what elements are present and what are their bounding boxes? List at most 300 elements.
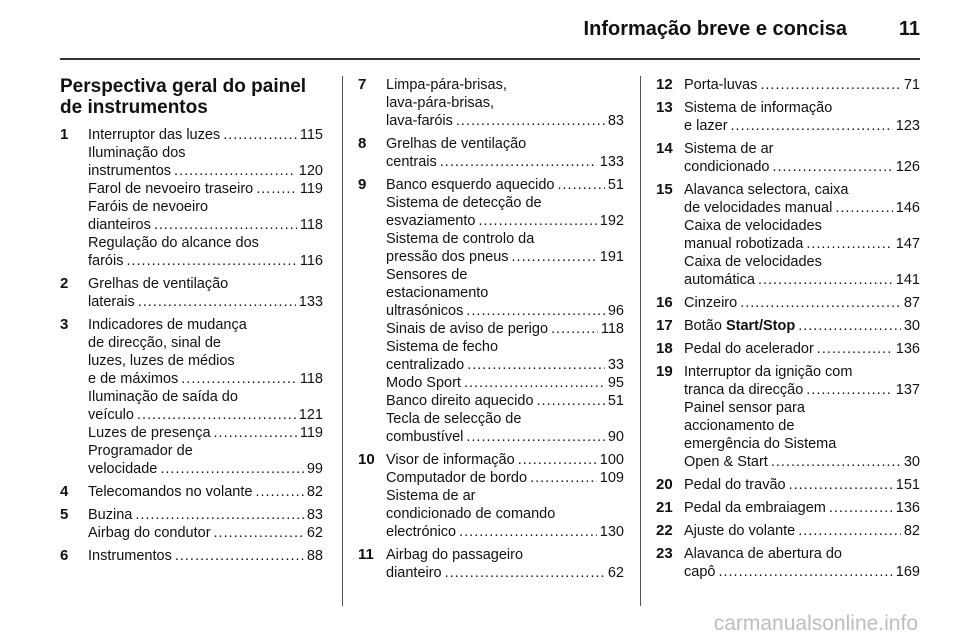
entry-line-with-page [88,524,323,542]
index-entry [60,126,323,270]
entry-line: Indicadores de mudança [88,317,247,333]
entry-text [88,370,178,388]
index-entry [656,363,920,471]
entry-number: 6 [60,547,69,564]
entry-text-part: Sinais de aviso de perigo [386,321,549,337]
entry-text-part: e lazer [684,118,728,134]
entry-lines [88,275,323,311]
entry-line-with-page [684,381,920,399]
entry-line: Sensores de [386,267,468,283]
entry-text-part: Open & Start [684,454,768,470]
entry-number: 16 [656,294,673,311]
entry-line: estacionamento [386,285,489,301]
entry-line: Sistema de informação [684,100,833,116]
entry-text [88,424,211,442]
entry-line: emergência do Sistema [684,436,837,452]
entry-text-part: Cinzeiro [684,295,738,311]
dot-leader [255,483,303,501]
dot-leader [466,302,604,320]
page-ref: 137 [895,382,920,398]
page-ref: 133 [599,154,624,170]
entry-number: 21 [656,499,673,516]
entry-lines [684,294,920,312]
entry-text [386,469,527,487]
page-ref: 123 [895,118,920,134]
entry-line-with-page [88,252,323,270]
entry-line-with-page [88,293,323,311]
entry-text-part: dianteiro [386,565,442,581]
page-ref: 83 [306,507,323,523]
page-ref: 87 [903,295,920,311]
entry-line: Programador de [88,443,193,459]
header-rule [60,58,920,60]
entry-line: Sistema de controlo da [386,231,535,247]
entry-lines [88,547,323,565]
page-ref: 141 [895,272,920,288]
page-ref: 118 [299,371,323,387]
entry-number: 19 [656,363,673,380]
entry-lines [684,317,920,335]
entry-number: 23 [656,545,673,562]
entry-lines [386,76,624,130]
entry-text [684,271,755,289]
dot-leader [126,252,296,270]
column-3 [656,76,920,586]
page-ref: 99 [306,461,323,477]
header-title: Informação breve e concisa [583,18,847,40]
entry-text-part: Airbag do condutor [88,525,211,541]
entry-text [88,547,172,565]
entry-text-part: capô [684,564,716,580]
entry-text [88,126,220,144]
entry-line-with-page [386,176,624,194]
entry-line: Painel sensor para [684,400,805,416]
entry-text-part: e de máximos [88,371,179,387]
dot-leader [530,469,597,487]
entry-line-with-page [386,451,624,469]
index-entry [656,499,920,517]
dot-leader [464,374,605,392]
section-title: Perspectiva geral do painel de instrumentos [60,76,307,118]
index-entry [656,140,920,176]
dot-leader [771,453,901,471]
entry-line-with-page [88,180,323,198]
entry-number: 22 [656,522,673,539]
entry-lines [88,316,323,478]
entry-text [386,320,548,338]
entry-text [684,117,728,135]
entry-text-bold: Start/Stop [725,318,796,334]
entry-text [88,524,211,542]
entry-line: Caixa de velocidades [684,254,822,270]
dot-leader [740,294,901,312]
entry-number: 14 [656,140,673,157]
entry-text-part: lava-faróis [386,113,453,129]
entry-line-with-page [386,469,624,487]
entry-line-with-page [684,158,920,176]
entry-text-part: Porta-luvas [684,77,758,93]
entry-line-with-page [684,563,920,581]
entry-line: Sistema de fecho [386,339,499,355]
entry-line-with-page [386,112,624,130]
entry-number: 9 [358,176,367,193]
entry-line-with-page [684,476,920,494]
dot-leader [135,506,304,524]
entry-number: 15 [656,181,673,198]
dot-leader [223,126,297,144]
entry-number: 1 [60,126,69,143]
index-entry [656,181,920,289]
watermark: carmanualsonline.info [713,612,918,635]
entry-line: Sistema de ar [684,141,774,157]
entry-lines [684,522,920,540]
entry-number: 5 [60,506,69,523]
dot-leader [829,499,893,517]
entry-text-part: Modo Sport [386,375,461,391]
entry-line: Grelhas de ventilação [88,276,229,292]
entry-text-part: Telecomandos no volante [88,484,253,500]
dot-leader [512,248,597,266]
entry-lines [386,135,624,171]
entry-line-with-page [88,460,323,478]
page-ref: 118 [600,321,624,337]
dot-leader [137,406,296,424]
entry-lines [684,545,920,581]
index-entry [358,546,624,582]
index-entry [656,545,920,581]
entry-lines [684,363,920,471]
dot-leader [181,370,297,388]
index-entry [358,76,624,130]
entry-text-part: manual robotizada [684,236,804,252]
page-ref: 95 [607,375,624,391]
index-entry [656,76,920,94]
dot-leader [456,112,605,130]
page-ref: 82 [306,484,323,500]
entry-line-with-page [88,370,323,388]
dot-leader [798,522,901,540]
entry-line-with-page [88,506,323,524]
entry-text [88,180,253,198]
entry-text [88,460,157,478]
dot-leader [214,524,304,542]
dot-leader [466,428,604,446]
entry-text [88,216,151,234]
page-ref: 121 [298,407,323,423]
entry-line: Sistema de detecção de [386,195,542,211]
entry-text-part: faróis [88,253,124,269]
page-ref: 136 [895,500,920,516]
dot-leader [214,424,297,442]
entry-text [684,76,757,94]
entry-text [386,248,509,266]
entry-text [684,158,769,176]
entry-line-with-page [684,453,920,471]
entry-number: 18 [656,340,673,357]
entry-line: de direcção, sinal de [88,335,221,351]
entry-number: 20 [656,476,673,493]
entry-lines [684,99,920,135]
entry-lines [684,476,920,494]
dot-leader [772,158,892,176]
entry-line-with-page [684,499,920,517]
dot-leader [518,451,597,469]
page-ref: 136 [895,341,920,357]
entry-line-with-page [386,428,624,446]
entry-line: Faróis de nevoeiro [88,199,209,215]
page-ref: 119 [299,181,323,197]
entry-number: 10 [358,451,375,468]
index-entry [656,317,920,335]
index-entry [60,316,323,478]
index-entry [656,476,920,494]
page-ref: 146 [895,200,920,216]
entry-text-part: automática [684,272,755,288]
entry-line: Airbag do passageiro [386,547,524,563]
dot-leader [798,317,901,335]
entry-text-part: esvaziamento [386,213,476,229]
entry-text-part: dianteiros [88,217,151,233]
index-entry [358,451,624,541]
entry-lines [386,451,624,541]
index-entry [358,176,624,446]
entry-line-with-page [386,320,624,338]
entry-text-part: ultrasónicos [386,303,464,319]
entry-line-with-page [386,374,624,392]
entry-text-part: Banco direito aquecido [386,393,534,409]
entry-text [88,506,132,524]
entry-text [684,381,803,399]
entry-line-with-page [386,212,624,230]
entry-lines [684,340,920,358]
dot-leader [160,460,304,478]
entry-line-with-page [386,564,624,582]
entry-line: lava-pára-brisas, [386,95,494,111]
entry-lines [684,140,920,176]
entry-text [386,176,555,194]
entry-text [684,522,795,540]
page-ref: 169 [895,564,920,580]
entry-text [88,293,135,311]
index-entry [656,522,920,540]
entry-text-part: tranca da direcção [684,382,804,398]
entry-number: 7 [358,76,367,93]
entry-text-part: Pedal do travão [684,477,786,493]
entry-text [88,252,123,270]
entry-text [684,294,737,312]
index-entry [60,506,323,542]
entry-text [386,153,437,171]
entry-text [386,212,475,230]
entry-text [386,451,515,469]
entry-lines [684,181,920,289]
page-ref: 83 [607,113,624,129]
entry-line: Iluminação dos [88,145,186,161]
entry-line-with-page [386,302,624,320]
entry-text-part: velocidade [88,461,158,477]
entry-text [386,392,534,410]
entry-line: Alavanca selectora, caixa [684,182,849,198]
page-ref: 51 [607,177,624,193]
entry-line-with-page [684,294,920,312]
entry-text-part: Pedal do acelerador [684,341,814,357]
entry-text-part: Botão [684,318,722,334]
page-ref: 130 [599,524,624,540]
dot-leader [817,340,893,358]
entry-lines [386,546,624,582]
page-number: 11 [898,18,920,40]
dot-leader [551,320,598,338]
entry-text [386,356,464,374]
entry-line: accionamento de [684,418,795,434]
entry-line-with-page [684,317,920,335]
entry-number: 11 [358,546,374,563]
entry-text [88,162,171,180]
page-ref: 96 [607,303,624,319]
entry-line-with-page [684,271,920,289]
index-entry [60,483,323,501]
entry-text-part: instrumentos [88,163,172,179]
entry-lines [88,483,323,501]
entry-number: 12 [656,76,673,93]
entry-text-part: Ajuste do volante [684,523,796,539]
entry-line: Regulação do alcance dos [88,235,259,251]
entry-line: Grelhas de ventilação [386,136,527,152]
dot-leader [835,199,892,217]
index-entry [358,135,624,171]
entry-text [88,483,252,501]
dot-leader [758,271,893,289]
entry-line-with-page [88,162,323,180]
page-ref: 133 [298,294,323,310]
page-ref: 82 [903,523,920,539]
entry-lines [684,499,920,517]
page-ref: 90 [607,429,624,445]
entry-line-with-page [386,153,624,171]
entry-line: Alavanca de abertura do [684,546,842,562]
entry-line-with-page [88,547,323,565]
dot-leader [478,212,596,230]
entry-line-with-page [88,483,323,501]
dot-leader [718,563,892,581]
entry-text [684,563,715,581]
entry-number: 8 [358,135,367,152]
entry-text [386,564,442,582]
page-ref: 62 [306,525,323,541]
entry-line-with-page [684,522,920,540]
entry-line-with-page [386,356,624,374]
column-divider [342,76,343,606]
page-ref: 30 [903,454,920,470]
page-ref: 151 [895,477,920,493]
entry-line: Tecla de selecção de [386,411,522,427]
entry-number: 2 [60,275,69,292]
entry-number: 3 [60,316,69,333]
entry-text [386,302,463,320]
entry-text [684,453,768,471]
entry-line-with-page [684,117,920,135]
index-entry [60,275,323,311]
entry-lines [88,506,323,542]
entry-lines [684,76,920,94]
entry-line: Iluminação de saída do [88,389,238,405]
entry-number: 4 [60,483,69,500]
page-ref: 62 [607,565,624,581]
entry-text [684,499,826,517]
entry-line-with-page [88,216,323,234]
entry-line: Caixa de velocidades [684,218,822,234]
entry-line-with-page [386,523,624,541]
entry-text-part: combustível [386,429,464,445]
page-ref: 30 [903,318,920,334]
entry-line-with-page [88,406,323,424]
dot-leader [731,117,893,135]
entry-line-with-page [88,424,323,442]
entry-text-part: Farol de nevoeiro traseiro [88,181,254,197]
page-header [0,0,960,58]
entry-text-part: centralizado [386,357,465,373]
entry-line-with-page [386,248,624,266]
entry-text-part: pressão dos pneus [386,249,509,265]
entry-text-part: Buzina [88,507,133,523]
entry-text [88,406,134,424]
entry-line-with-page [684,235,920,253]
entry-text-part: condicionado [684,159,770,175]
entry-text [386,374,461,392]
page-ref: 109 [599,470,624,486]
index-entry [60,547,323,565]
entry-line-with-page [684,340,920,358]
dot-leader [440,153,597,171]
index-entry [656,340,920,358]
dot-leader [175,547,304,565]
dot-leader [467,356,605,374]
page-ref: 116 [299,253,323,269]
entry-text-part: centrais [386,154,437,170]
entry-text-part: Pedal da embraiagem [684,500,826,516]
entry-text [684,235,803,253]
entry-text-part: laterais [88,294,135,310]
entry-text [684,476,786,494]
entry-line: condicionado de comando [386,506,556,522]
page-ref: 118 [299,217,323,233]
dot-leader [537,392,605,410]
entry-text [386,523,456,541]
page-ref: 119 [299,425,323,441]
page-ref: 120 [298,163,323,179]
dot-leader [445,564,605,582]
entry-line-with-page [684,199,920,217]
entry-lines [88,126,323,270]
dot-leader [789,476,893,494]
entry-number: 13 [656,99,673,116]
entry-text-part: Visor de informação [386,452,515,468]
entry-line: Sistema de ar [386,488,476,504]
column-1 [60,76,323,570]
entry-text-part: Luzes de presença [88,425,211,441]
entry-text-part: Computador de bordo [386,470,528,486]
entry-text [386,112,453,130]
entry-text-part: Banco esquerdo aquecido [386,177,555,193]
page-ref: 51 [607,393,624,409]
dot-leader [154,216,297,234]
entry-line-with-page [88,126,323,144]
entry-line: Limpa-pára-brisas, [386,77,507,93]
page-ref: 126 [895,159,920,175]
entry-text [684,317,795,335]
column-2 [358,76,624,587]
entry-text-part: Instrumentos [88,548,172,564]
